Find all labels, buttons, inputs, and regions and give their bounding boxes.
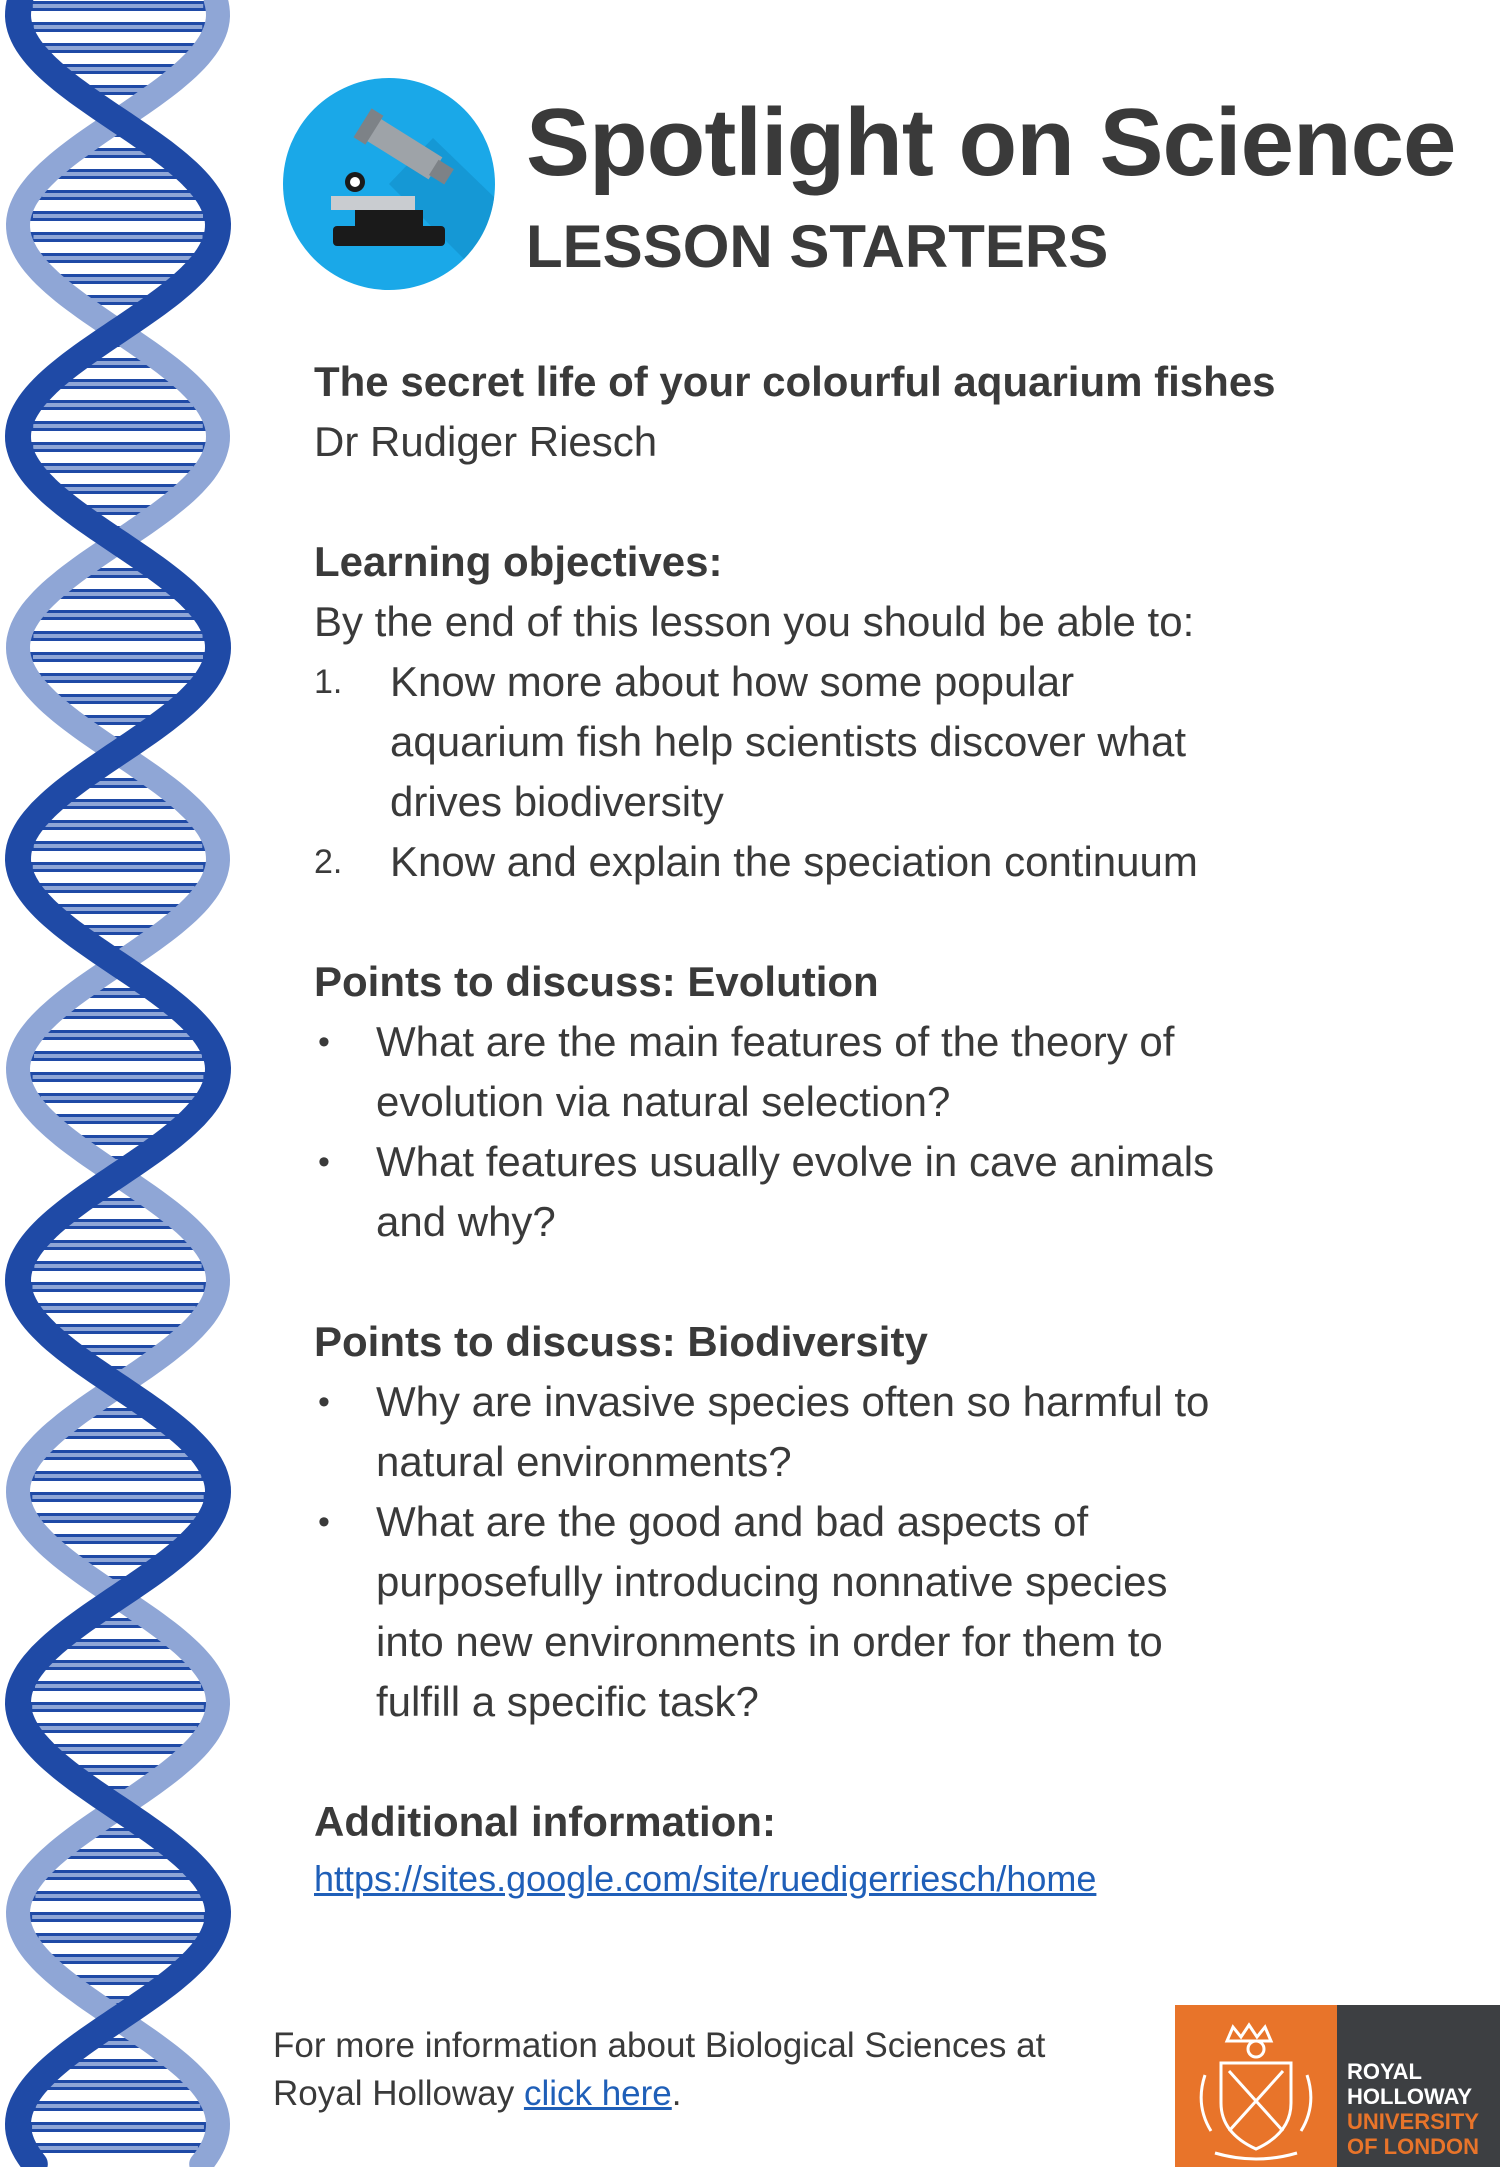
university-crest-icon [1175,2005,1337,2167]
evolution-item [314,1132,1314,1252]
microscope-icon [283,78,495,290]
bullet-icon: • [318,1503,330,1541]
lesson-content [314,352,1314,1906]
objectives-intro: By the end of this lesson you should be able to: [314,598,1195,645]
biodiversity-line: fulfill a specific task? [376,1678,759,1725]
helix-rung-highlight [33,865,203,869]
helix-rung-highlight [38,2146,198,2150]
helix-rung-highlight [36,2104,200,2108]
helix-rung-highlight [34,1054,202,1058]
wordmark-university: UNIVERSITY [1347,2109,1480,2134]
lesson-author: Dr Rudiger Riesch [314,418,658,465]
footer-line2-prefix: Royal Holloway [273,2074,524,2113]
bullet-icon: • [318,1383,330,1421]
helix-rung-highlight [32,1495,203,1499]
evolution-item [314,1012,1314,1132]
page-subtitle: LESSON STARTERS [526,213,1109,280]
helix-rung-highlight [43,466,193,470]
wordmark-royal: ROYAL [1347,2059,1422,2084]
microscope-logo [283,78,495,290]
bullet-icon: • [318,1143,330,1181]
helix-rung-highlight [85,718,151,722]
helix-rung-highlight [43,256,192,260]
helix-rung-highlight [32,1285,203,1289]
helix-rung-highlight [69,1852,168,1856]
objective-item [314,832,1314,892]
helix-rung-highlight [33,655,203,659]
biodiversity-line: into new environments in order for them to [376,1618,1163,1665]
evolution-line: evolution via natural selection? [376,1078,951,1125]
helix-rung-highlight [62,592,174,596]
helix-rung-highlight [48,1873,188,1877]
wordmark-london: OF LONDON [1347,2134,1479,2159]
helix-rung-highlight [65,1222,170,1226]
biodiversity-line: Why are invasive species often so harmful to [376,1378,1210,1425]
helix-rung-highlight [78,1768,157,1772]
helix-rung-highlight [80,1558,157,1562]
helix-rung-highlight [49,2083,187,2087]
objectives-list [314,652,1314,892]
biodiversity-heading: Points to discuss: Biodiversity [314,1318,928,1365]
helix-rung-highlight [33,634,202,638]
helix-rung-highlight [81,1348,155,1352]
bullet-icon: • [318,1023,330,1061]
helix-rung-highlight [34,1264,201,1268]
helix-rung-highlight [64,1012,172,1016]
helix-rung-highlight [42,676,194,680]
objective-line: aquarium fish help scientists discover what [390,718,1187,765]
objective-line: Know and explain the speciation continuum [390,838,1198,885]
helix-rung-highlight [42,193,194,197]
additional-heading: Additional information: [314,1798,776,1845]
helix-rung-highlight [82,1138,154,1142]
footer-line2-suffix: . [671,2074,682,2113]
evolution-line: and why? [376,1198,556,1245]
additional-link[interactable]: https://sites.google.com/site/ruedigerriesch/home [314,1858,1097,1899]
biodiversity-line: What are the good and bad aspects of [376,1498,1089,1545]
helix-rung-highlight [33,214,203,218]
evolution-heading: Points to discuss: Evolution [314,958,879,1005]
helix-rung-highlight [45,1033,191,1037]
helix-rung-highlight [41,1096,195,1100]
helix-rung-highlight [46,1243,191,1247]
objective-line: drives biodiversity [390,778,724,825]
helix-rung-highlight [57,1327,179,1331]
helix-rung-highlight [77,1978,159,1982]
helix-rung-highlight [40,1516,197,1520]
helix-rung-highlight [39,1936,198,1940]
helix-rung-highlight [60,697,176,701]
helix-rung-highlight [41,886,194,890]
objective-line: Know more about how some popular [390,658,1075,705]
helix-rung-highlight [39,1726,197,1730]
helix-rung-highlight [35,1894,200,1898]
helix-rung-highlight [43,613,192,617]
helix-rung-highlight [63,802,173,806]
helix-rung-highlight [44,823,192,827]
helix-rung-highlight [61,382,175,386]
biodiversity-item [314,1492,1314,1732]
helix-rung-highlight [32,1915,204,1919]
click-here-link[interactable]: click here [523,2074,672,2113]
evolution-line: What are the main features of the theory of [376,1018,1175,1065]
evolution-line: What features usually evolve in cave animals [376,1138,1215,1185]
page-title: Spotlight on Science [526,89,1456,196]
evolution-list [314,1012,1314,1252]
helix-rung-highlight [43,403,193,407]
helix-rung-highlight [33,424,203,428]
helix-rung-highlight [33,235,202,239]
helix-rung-highlight [62,277,174,281]
helix-rung-highlight [33,445,203,449]
helix-rung-highlight [66,1432,169,1436]
helix-rung-highlight [32,2125,204,2129]
biodiversity-list [314,1372,1314,1732]
lesson-title: The secret life of your colourful aquarium fishes [314,358,1276,405]
helix-rung-highlight [60,172,176,176]
objectives-heading: Learning objectives: [314,538,723,585]
helix-rung-highlight [33,4,203,8]
biodiversity-line: purposefully introducing nonnative species [376,1558,1168,1605]
helix-rung-highlight [32,1705,204,1709]
footer-text [273,2022,1133,2118]
helix-rung-highlight [40,1306,195,1310]
crest-panel [1175,2005,1337,2167]
helix-rung-highlight [63,67,173,71]
helix-rung-highlight [46,1453,189,1457]
helix-rung-highlight [44,46,192,50]
footer-line1: For more information about Biological Sciences at [273,2026,1046,2065]
helix-rung-highlight [47,1663,189,1667]
helix-rung-highlight [70,2062,166,2066]
objective-item [314,652,1314,832]
helix-rung-highlight [35,1684,201,1688]
objective-number: 2. [314,843,343,881]
biodiversity-item [314,1372,1314,1492]
royal-holloway-logo[interactable] [1175,2005,1500,2167]
helix-rung-highlight [68,1642,169,1646]
helix-rung-highlight [34,844,203,848]
helix-rung-highlight [33,1075,204,1079]
helix-rung-highlight [61,487,175,491]
objective-number: 1. [314,663,343,701]
dna-helix-decoration [0,0,240,2167]
helix-rung-highlight [54,1957,182,1961]
biodiversity-line: natural environments? [376,1438,792,1485]
helix-rung-highlight [55,1747,181,1751]
wordmark-holloway: HOLLOWAY [1347,2084,1473,2109]
wordmark-text [1347,2059,1479,2159]
helix-rung-highlight [56,1537,180,1541]
helix-rung-highlight [58,1117,178,1121]
helix-rung-highlight [34,25,203,29]
helix-rung-highlight [59,907,177,911]
helix-rung-highlight [84,928,153,932]
helix-rung-highlight [35,1474,202,1478]
